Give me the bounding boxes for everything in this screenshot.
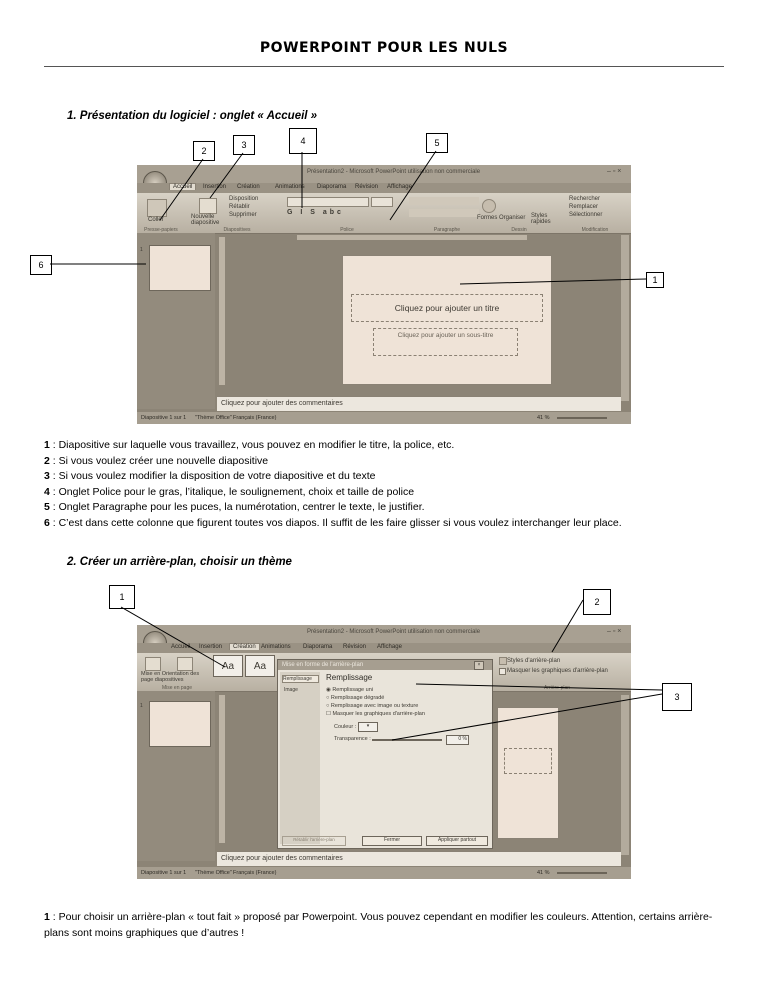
group-clipboard: Presse-papiers (144, 227, 178, 233)
group-editing: Modification (581, 227, 609, 233)
tab2-revision[interactable]: Révision (343, 644, 367, 650)
tab-creation[interactable]: Création (237, 184, 260, 190)
option-gradient[interactable]: ○ Remplissage dégradé (326, 695, 385, 701)
tab2-diaporama[interactable]: Diaporama (303, 644, 333, 650)
orientation-label: Mise en Orientation des page diapositives (141, 671, 200, 683)
description-5: 5 : Onglet Paragraphe pour les puces, la numérotation, centrer le texte, le justifier. (44, 501, 425, 513)
quick-styles-label: Styles rapides (531, 213, 551, 225)
description-2: 2 : Si vous voulez créer une nouvelle diapositive (44, 454, 269, 467)
callout-3: 3 (233, 135, 255, 155)
search-button[interactable]: Rechercher (569, 196, 601, 202)
status-language: Français (France) (233, 415, 277, 421)
status-zoom: 41 % (537, 415, 550, 421)
group-drawing: Dessin (511, 227, 527, 233)
description-3: 3 : Si vous voulez modifier la disposition de votre diapositive et du texte (44, 470, 376, 482)
group-background: Arrière-plan (543, 685, 571, 691)
tab-accueil[interactable]: Accueil (169, 183, 196, 190)
background-styles-button[interactable]: Styles d'arrière-plan (507, 658, 561, 664)
callout-1: 1 (646, 272, 664, 288)
apply-all-button[interactable]: Appliquer partout (426, 836, 488, 846)
window-controls-icon[interactable]: – ▫ × (607, 168, 622, 175)
color-label: Couleur : (334, 724, 357, 730)
window-controls-icon-2[interactable]: – ▫ × (607, 628, 622, 635)
subtitle-placeholder[interactable]: Cliquez pour ajouter un sous-titre (373, 328, 518, 356)
status-zoom-2: 41 % (537, 870, 550, 876)
status-language-2: Français (France) (233, 870, 277, 876)
group-font: Police (340, 227, 354, 233)
callout-6: 6 (30, 255, 52, 275)
callout-5: 5 (426, 133, 448, 153)
group-page-setup: Mise en page (161, 685, 193, 691)
dialog-title: Mise en forme de l'arrière-plan (282, 662, 364, 668)
dialog-close-icon[interactable]: × (474, 661, 484, 670)
tab2-insertion[interactable]: Insertion (199, 644, 223, 650)
side-tab-fill[interactable]: Remplissage (282, 675, 319, 683)
tab2-creation[interactable]: Création (229, 643, 260, 650)
description-4: 4 : Onglet Police pour le gras, l’italique, le soulignement, choix et taille de police (44, 485, 415, 498)
replace-button[interactable]: Remplacer (569, 204, 599, 210)
window-title: Présentation2 - Microsoft PowerPoint utilisation non commerciale (307, 169, 481, 175)
callout2-2: 2 (583, 589, 611, 615)
status-theme-2: "Thème Office" (195, 870, 232, 876)
notes-placeholder-2: Cliquez pour ajouter des commentaires (221, 855, 343, 862)
section2-heading: 2. Créer un arrière-plan, choisir un thème (67, 556, 292, 568)
status-slide: Diapositive 1 sur 1 (141, 415, 187, 421)
section1-heading: 1. Présentation du logiciel : onglet « Accueil » (67, 110, 318, 122)
tab-diaporama[interactable]: Diaporama (317, 184, 347, 190)
status-slide-2: Diapositive 1 sur 1 (141, 870, 187, 876)
select-button[interactable]: Sélectionner (569, 212, 603, 218)
title-placeholder[interactable]: Cliquez pour ajouter un titre (351, 294, 543, 322)
tab-revision[interactable]: Révision (355, 184, 379, 190)
tab-animations[interactable]: Animations (275, 184, 305, 190)
slide-number-2: 1 (140, 703, 143, 709)
theme-sample-2[interactable]: Aa (245, 655, 275, 677)
tab2-animations[interactable]: Animations (261, 644, 291, 650)
transparency-label: Transparence : (334, 736, 371, 742)
delete-button[interactable]: Supprimer (229, 212, 257, 218)
tab2-accueil[interactable]: Accueil (171, 644, 191, 650)
paste-label: Coller (148, 217, 164, 223)
slide-number: 1 (140, 247, 143, 253)
shapes-label: Formes (477, 215, 498, 221)
callout-4: 4 (289, 128, 317, 154)
callout2-3: 3 (662, 683, 692, 711)
group-paragraph: Paragraphe (433, 227, 461, 233)
section2-description: 1 : Pour choisir un arrière-plan « tout fait » proposé par Powerpoint. Vous pouvez cependant en modifier les couleurs. Attention, certains arrière-plans sont moins graphiques que d’autres ! (44, 911, 713, 939)
font-format-icons[interactable]: G I S abc (287, 209, 344, 216)
side-tab-image[interactable]: Image (284, 687, 298, 693)
page-title: POWERPOINT POUR LES NULS (259, 40, 509, 56)
notes-placeholder: Cliquez pour ajouter des commentaires (221, 400, 343, 407)
option-solid[interactable]: ◉ Remplissage uni (326, 687, 373, 693)
arrange-label: Organiser (499, 215, 526, 221)
option-hide-graphics[interactable]: ☐ Masquer les graphiques d'arrière-plan (326, 711, 425, 717)
tab-affichage[interactable]: Affichage (387, 184, 412, 190)
reset-button[interactable]: Rétablir (229, 204, 250, 210)
option-picture[interactable]: ○ Remplissage avec image ou texture (326, 703, 419, 709)
group-slides: Diapositives (223, 227, 251, 233)
tab2-affichage[interactable]: Affichage (377, 644, 402, 650)
callout2-1: 1 (109, 585, 135, 609)
transparency-input[interactable]: 0 % (446, 735, 469, 745)
reset-background-button[interactable]: Rétablir l'arrière-plan (282, 836, 346, 846)
new-slide-label: Nouvelle diapositive (191, 214, 220, 226)
dialog-heading: Remplissage (326, 673, 373, 682)
close-button[interactable]: Fermer (362, 836, 422, 846)
callout-2: 2 (193, 141, 215, 161)
tab-insertion[interactable]: Insertion (203, 184, 227, 190)
window-title-2: Présentation2 - Microsoft PowerPoint utilisation non commerciale (307, 629, 481, 635)
description-6: 6 : C’est dans cette colonne que figurent toutes vos diapos. Il suffit de les faire glisser si vous voulez interchanger leur place. (44, 516, 622, 529)
color-picker[interactable]: ▾ (358, 722, 378, 732)
theme-sample-1[interactable]: Aa (213, 655, 243, 677)
status-theme: "Thème Office" (195, 415, 232, 421)
hide-graphics-label: Masquer les graphiques d'arrière-plan (507, 668, 608, 674)
description-1: 1 : Diapositive sur laquelle vous travaillez, vous pouvez en modifier le titre, la police, etc. (44, 439, 455, 451)
layout-button[interactable]: Disposition (229, 196, 259, 202)
